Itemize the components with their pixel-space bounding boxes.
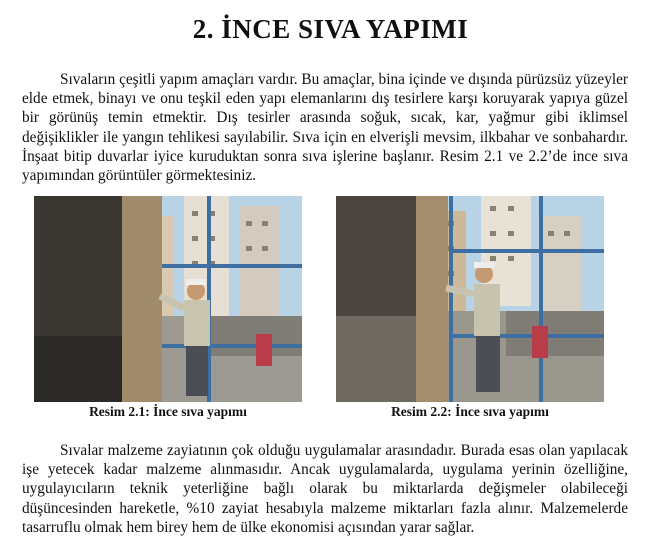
second-paragraph xyxy=(22,441,628,537)
photo-1-illustration xyxy=(34,196,302,402)
caption-resim-2-2: Resim 2.2: İnce sıva yapımı xyxy=(391,404,549,419)
photo-2-illustration xyxy=(336,196,604,402)
second-paragraph-text: Sıvalar malzeme zayiatının çok olduğu uygulamalar arasındadır. Burada esas olan yapılacak işe yetecek kadar malzeme alınmasıdır. Ancak uygulamalarda, uygulama yerinin özelliğine, uygulayıcıların teknik yeterliğine bağlı olarak bu miktarlarda değişmeler olabileceği düşüncesinden hareketle, %10 zayiat hesabıyla malzeme miktarları fazla alınır. Malzemelerde tasarruflu olmak hem birey hem de ülke ekonomisi açısından yarar sağlar. xyxy=(22,442,628,536)
intro-paragraph-text: Sıvaların çeşitli yapım amaçları vardır. Bu amaçlar, bina içinde ve dışında pürüzsüz yüzeyler elde etmek, binayı ve onu teşkil eden yapı elemanlarını dış tesirlere karşı koruyarak yapıya güzel bir görünüş temin etmektir. Dış tesirler arasında soğuk, sıcak, kar, yağmur gibi iklimsel değişiklikler ile yangın tehlikesi sayılabilir. Sıva için en elverişli mevsim, ilkbahar ve sonbahardır. İnşaat bitip duvarlar iyice kuruduktan sonra sıva işlerine başlanır. Resim 2.1 ve 2.2’de ince sıva yapımından görüntüler görmektesiniz. xyxy=(22,71,628,185)
intro-paragraph xyxy=(22,70,628,185)
photo-resim-2-1 xyxy=(34,196,302,402)
photo-resim-2-2 xyxy=(336,196,604,402)
page-title: 2. İNCE SIVA YAPIMI xyxy=(192,14,469,44)
caption-resim-2-1: Resim 2.1: İnce sıva yapımı xyxy=(89,404,247,419)
